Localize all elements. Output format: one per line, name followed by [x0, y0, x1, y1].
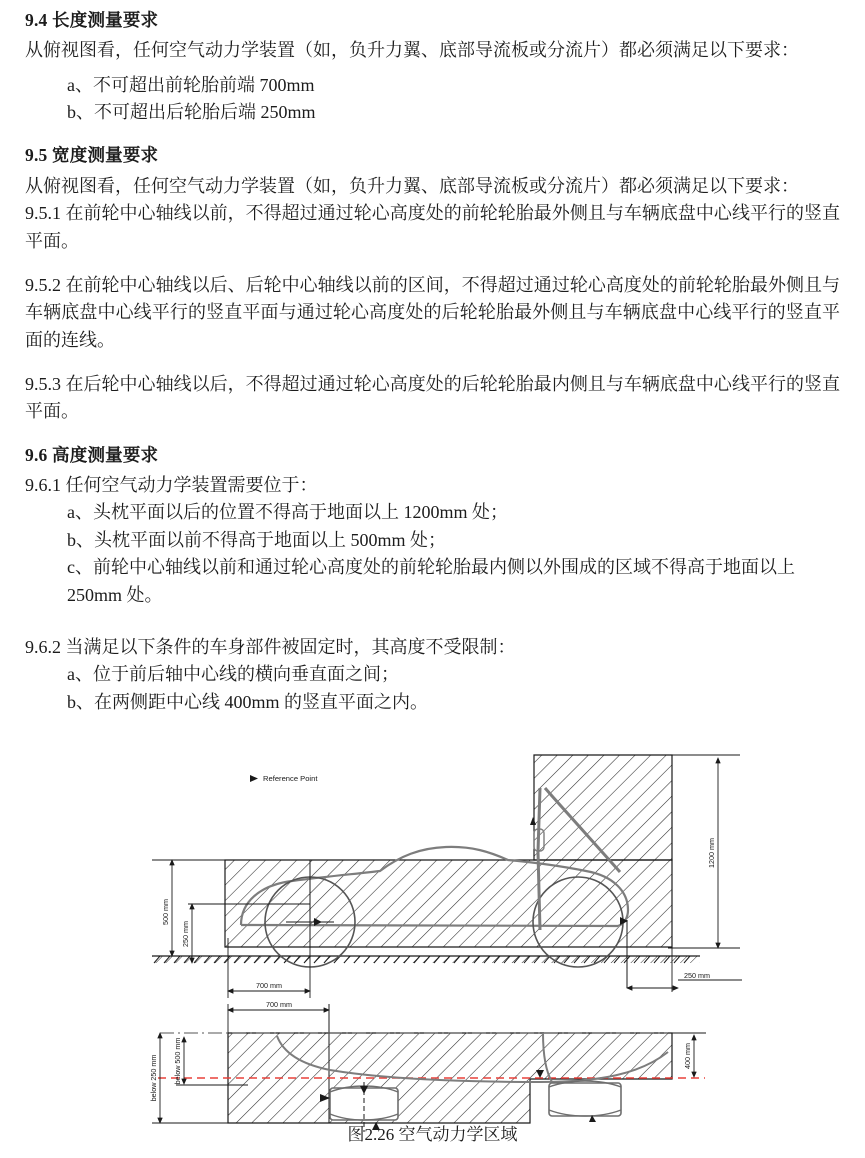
section-9-5-2: 9.5.2 在前轮中心轴线以后、后轮中心轴线以前的区间，不得超过通过轮心高度处的前轮轮胎最外侧且与车辆底盘中心线平行的竖直平面与通过轮心高度处的后轮轮胎最外侧且与车辆底盘中心线平行的竖直平面的连线。	[25, 274, 840, 350]
document-text-column	[25, 8, 840, 716]
dim-250-label: 250 mm	[181, 921, 190, 947]
plan-dim-below500-label: below 500 mm	[173, 1037, 182, 1085]
reference-point-icon	[250, 775, 258, 782]
section-paragraph-9-4: 从俯视图看，任何空气动力学装置（如，负升力翼、底部导流板或分流片）都必须满足以下要求：	[25, 40, 799, 61]
section-9-4-item-b: b、不可超出后轮胎后端 250mm	[67, 102, 316, 123]
dim-700-side-label: 700 mm	[256, 981, 282, 990]
section-9-6-1-item-a: a、头枕平面以后的位置不得高于地面以上 1200mm 处；	[67, 502, 508, 523]
dim-1200-label: 1200 mm	[707, 838, 716, 868]
section-9-6-2-item-a: a、位于前后轴中心线的横向垂直面之间；	[67, 664, 399, 685]
plan-dim-below250-label: below 250 mm	[149, 1054, 158, 1102]
section-9-5-3: 9.5.3 在后轮中心轴线以后，不得超过通过轮心高度处的后轮轮胎最内侧且与车辆底盘中心线平行的竖直平面。	[25, 373, 840, 422]
plan-view-diagram	[149, 1000, 706, 1132]
section-heading-9-4: 9.4 长度测量要求	[25, 10, 159, 30]
section-9-6-1-item-c: c、前轮中心轴线以前和通过轮心高度处的前轮轮胎最内侧以外围成的区域不得高于地面以上 250mm 处。	[67, 557, 795, 605]
plan-rear-wheel	[549, 1081, 621, 1116]
section-9-4-item-a: a、不可超出前轮胎前端 700mm	[67, 74, 315, 95]
plan-dim-700-label: 700 mm	[266, 1000, 292, 1009]
dim-500-label: 500 mm	[161, 899, 170, 925]
section-heading-9-6: 9.6 高度测量要求	[25, 444, 159, 465]
section-9-5-1: 9.5.1 在前轮中心轴线以前，不得超过通过轮心高度处的前轮轮胎最外侧且与车辆底盘中心线平行的竖直平面。	[25, 203, 840, 251]
reference-point-label: Reference Point	[263, 774, 318, 783]
dim-rear-overhang-label: 250 mm	[684, 971, 710, 980]
side-view-rear-tall-zone	[534, 755, 672, 860]
section-9-6-1-item-b: b、头枕平面以前不得高于地面以上 500mm 处；	[67, 529, 447, 550]
section-heading-9-5: 9.5 宽度测量要求	[25, 145, 159, 166]
section-9-6-2-item-b: b、在两侧距中心线 400mm 的竖直平面之内。	[67, 691, 429, 712]
aerodynamic-zone-figure	[0, 752, 865, 1158]
section-9-6-2-lead: 9.6.2 当满足以下条件的车身部件被固定时，其高度不受限制：	[25, 636, 516, 657]
figure-caption: 图2.26 空气动力学区域	[347, 1125, 518, 1144]
plan-dim-400-label: 400 mm	[683, 1043, 692, 1069]
section-paragraph-9-5: 从俯视图看，任何空气动力学装置（如，负升力翼、底部导流板或分流片）都必须满足以下要求：	[25, 175, 799, 196]
side-view-diagram	[152, 755, 742, 998]
section-9-6-1-lead: 9.6.1 任何空气动力学装置需要位于：	[25, 475, 318, 496]
